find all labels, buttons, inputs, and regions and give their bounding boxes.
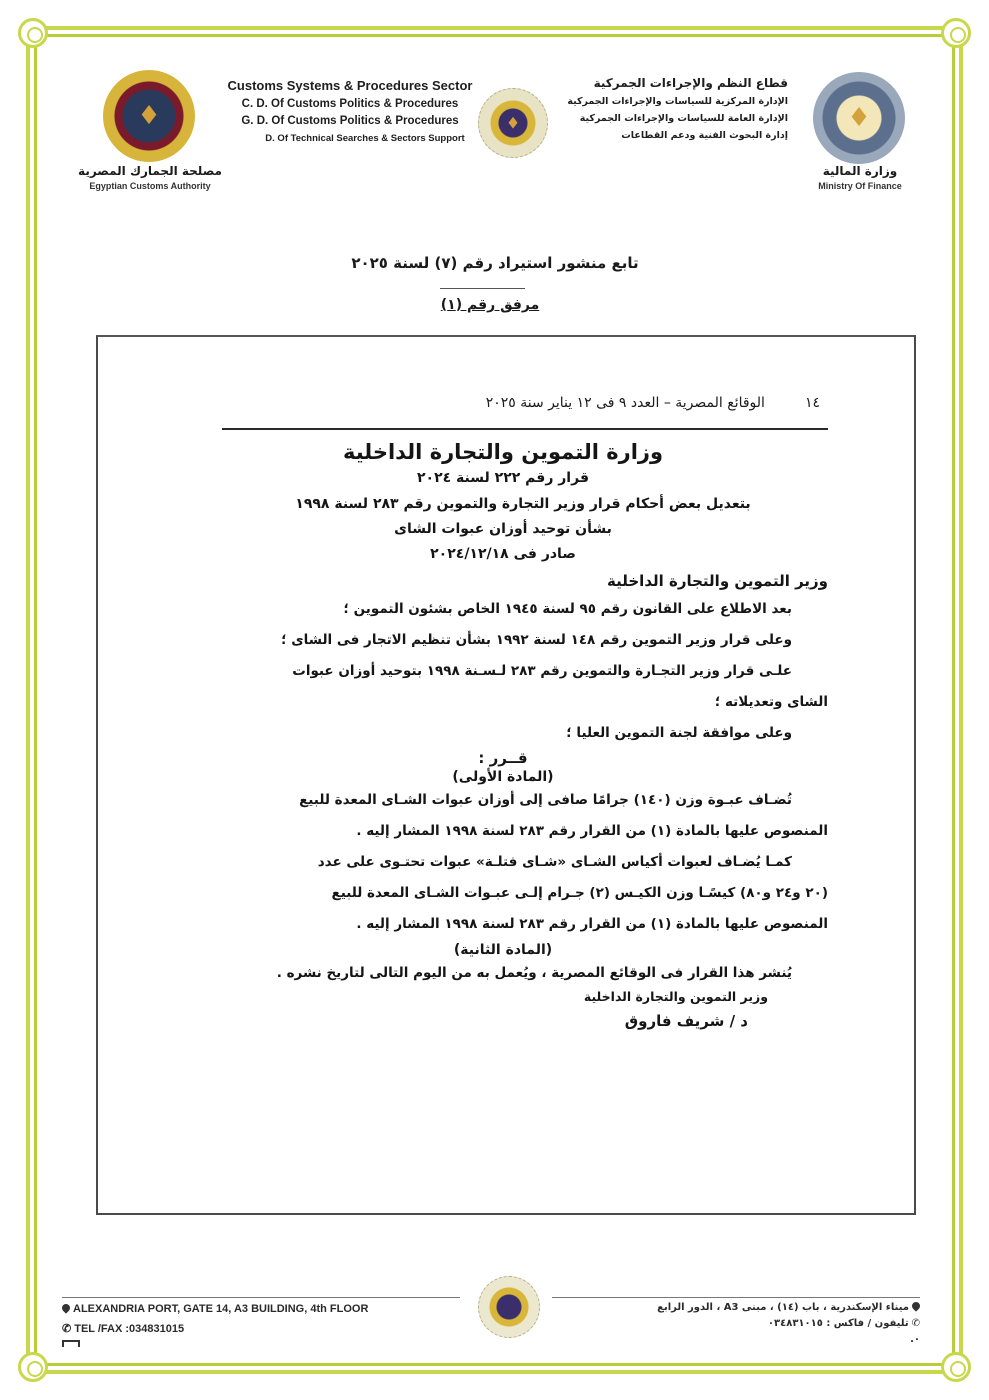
preamble-line: علـى قرار وزير التجـارة والتموين رقم ٢٨٣ لـسـنة ١٩٩٨ بتوحيد أوزان عبوات <box>292 663 792 679</box>
sector-line-3: G. D. Of Customs Politics & Procedures <box>241 115 459 127</box>
footer-customs-seal-icon <box>478 1276 540 1338</box>
sector-ar-line-2: الإدارة المركزية للسياسات والإجراءات الجمركية <box>567 96 788 107</box>
minister-heading: وزير التموين والتجارة الداخلية <box>607 572 828 590</box>
right-org-name-ar: وزارة المالية <box>822 164 898 178</box>
left-org-name-en: Egyptian Customs Authority <box>89 181 211 191</box>
footer-contact-en <box>62 1303 368 1354</box>
sector-line-2: C. D. Of Customs Politics & Procedures <box>241 98 459 110</box>
phone-icon: ✆ <box>911 1318 920 1329</box>
article-1-line: المنصوص عليها بالمادة (١) من القرار رقم ٢٨٣ لسنة ١٩٩٨ المشار إليه . <box>356 916 828 932</box>
article-1-title: (المادة الأولى) <box>452 769 554 785</box>
footer-contact-ar <box>600 1302 920 1350</box>
eagle-emblem-icon: ♦ <box>847 103 871 133</box>
article-2-line: يُنشر هذا القرار فى الوقائع المصرية ، ويُعمل به من اليوم التالى لتاريخ نشره . <box>276 965 792 981</box>
article-1-line: (٢٠ و٢٤ و٨٠) كيسًـا وزن الكيـس (٢) جـرام إلـى عبـوات الشـاى المعدة للبيع <box>331 885 828 901</box>
footer-telfax-ar: تليفون / فاكس : ٠٣٤٨٣١٠١٥ <box>767 1318 909 1329</box>
frame-right-inner <box>952 36 955 1364</box>
preamble-line: بعد الاطلاع على القانون رقم ٩٥ لسنة ١٩٤٥ الخاص بشئون التموين ؛ <box>343 601 792 617</box>
frame-top-outer <box>36 26 953 30</box>
frame-top-inner <box>36 34 953 37</box>
title-divider <box>440 288 525 289</box>
decision-number: قرار رقم ٢٢٢ لسنة ٢٠٢٤ <box>417 470 589 486</box>
frame-corner-ornament-icon <box>18 18 48 48</box>
footer-divider-right <box>552 1297 920 1298</box>
ministry-heading: وزارة التموين والتجارة الداخلية <box>342 440 664 464</box>
right-org-label <box>790 164 930 191</box>
decree-subject-2: بشأن توحيد أوزان عبوات الشاى <box>394 521 612 537</box>
decided-heading: قــرر : <box>478 749 528 767</box>
attachment-label: مرفق رقم (١) <box>440 297 540 313</box>
footer-address-ar: ميناء الإسكندرية ، باب (١٤) ، مبنى A3 ، الدور الرابع <box>657 1302 909 1313</box>
egyptian-customs-authority-seal-icon <box>103 70 195 162</box>
decree-body <box>218 438 828 1030</box>
gazette-header <box>230 395 820 411</box>
preamble-line: وعلى موافقة لجنة التموين العليا ؛ <box>566 725 792 741</box>
phone-icon: ✆ <box>62 1323 72 1335</box>
gazette-issue-info: الوقائع المصرية – العدد ٩ فى ١٢ يناير سنة ٢٠٢٥ <box>485 395 765 411</box>
left-org-label <box>70 164 230 191</box>
eagle-emblem-icon: ♦ <box>505 113 521 133</box>
ministry-of-finance-seal-icon <box>813 72 905 164</box>
decree-subject-1: بتعديل بعض أحكام قرار وزير التجارة والتموين رقم ٢٨٣ لسنة ١٩٩٨ <box>295 496 751 512</box>
sector-line-1: Customs Systems & Procedures Sector <box>227 78 473 93</box>
sector-header-en <box>215 78 485 144</box>
footer-small-mark: ٠. <box>910 1334 920 1345</box>
frame-corner-ornament-icon <box>941 18 971 48</box>
gazette-divider <box>222 428 828 430</box>
frame-bottom-outer <box>36 1370 953 1374</box>
sector-header-ar <box>548 76 788 141</box>
article-2-title: (المادة الثانية) <box>453 942 553 958</box>
sector-ar-line-4: إدارة البحوث الفنية ودعم القطاعات <box>621 130 788 141</box>
sector-line-4: D. Of Technical Searches & Sectors Support <box>265 133 465 144</box>
gazette-page-number: ١٤ <box>804 395 820 411</box>
frame-left-inner <box>34 36 37 1364</box>
location-pin-icon <box>62 1304 70 1314</box>
frame-corner-ornament-icon <box>941 1352 971 1382</box>
customs-sector-seal-icon <box>478 88 548 158</box>
article-1-line: كمـا يُضـاف لعبوات أكياس الشـاى «شـاى فتلـة» عبوات تحتـوى على عدد <box>317 854 792 870</box>
article-1-line: المنصوص عليها بالمادة (١) من القرار رقم ٢٨٣ لسنة ١٩٩٨ المشار إليه . <box>356 823 828 839</box>
preamble-line: وعلى قرار وزير التموين رقم ١٤٨ لسنة ١٩٩٢ بشأن تنظيم الاتجار فى الشاى ؛ <box>281 632 792 648</box>
frame-corner-ornament-icon <box>18 1352 48 1382</box>
footer-address-en: ALEXANDRIA PORT, GATE 14, A3 BUILDING, 4th FLOOR <box>73 1303 369 1315</box>
sector-ar-line-1: قطاع النظم والإجراءات الجمركية <box>593 76 788 90</box>
frame-left-outer <box>26 36 30 1364</box>
issue-date: صادر فى ٢٠٢٤/١٢/١٨ <box>430 546 576 562</box>
preamble-line: الشاى وتعديلاته ؛ <box>714 694 828 710</box>
signature-title: وزير التموين والتجارة الداخلية <box>583 989 768 1004</box>
frame-bottom-inner <box>36 1363 953 1366</box>
eagle-emblem-icon: ♦ <box>137 101 161 131</box>
right-org-name-en: Ministry Of Finance <box>818 181 902 191</box>
sector-ar-line-3: الإدارة العامة للسياسات والإجراءات الجمركية <box>579 113 788 124</box>
frame-right-outer <box>959 36 963 1364</box>
location-pin-icon <box>912 1302 920 1312</box>
signature-name: د / شريف فاروق <box>624 1012 748 1030</box>
fax-icon <box>62 1340 80 1347</box>
left-org-name-ar: مصلحة الجمارك المصرية <box>78 164 222 178</box>
document-title: تابع منشور استيراد رقم (٧) لسنة ٢٠٢٥ <box>351 254 639 272</box>
footer-divider-left <box>62 1297 460 1298</box>
article-1-line: تُضـاف عبـوة وزن (١٤٠) جرامًا صافى إلى أوزان عبوات الشـاى المعدة للبيع <box>299 792 792 808</box>
footer-telfax-en: TEL /FAX :034831015 <box>74 1322 185 1335</box>
